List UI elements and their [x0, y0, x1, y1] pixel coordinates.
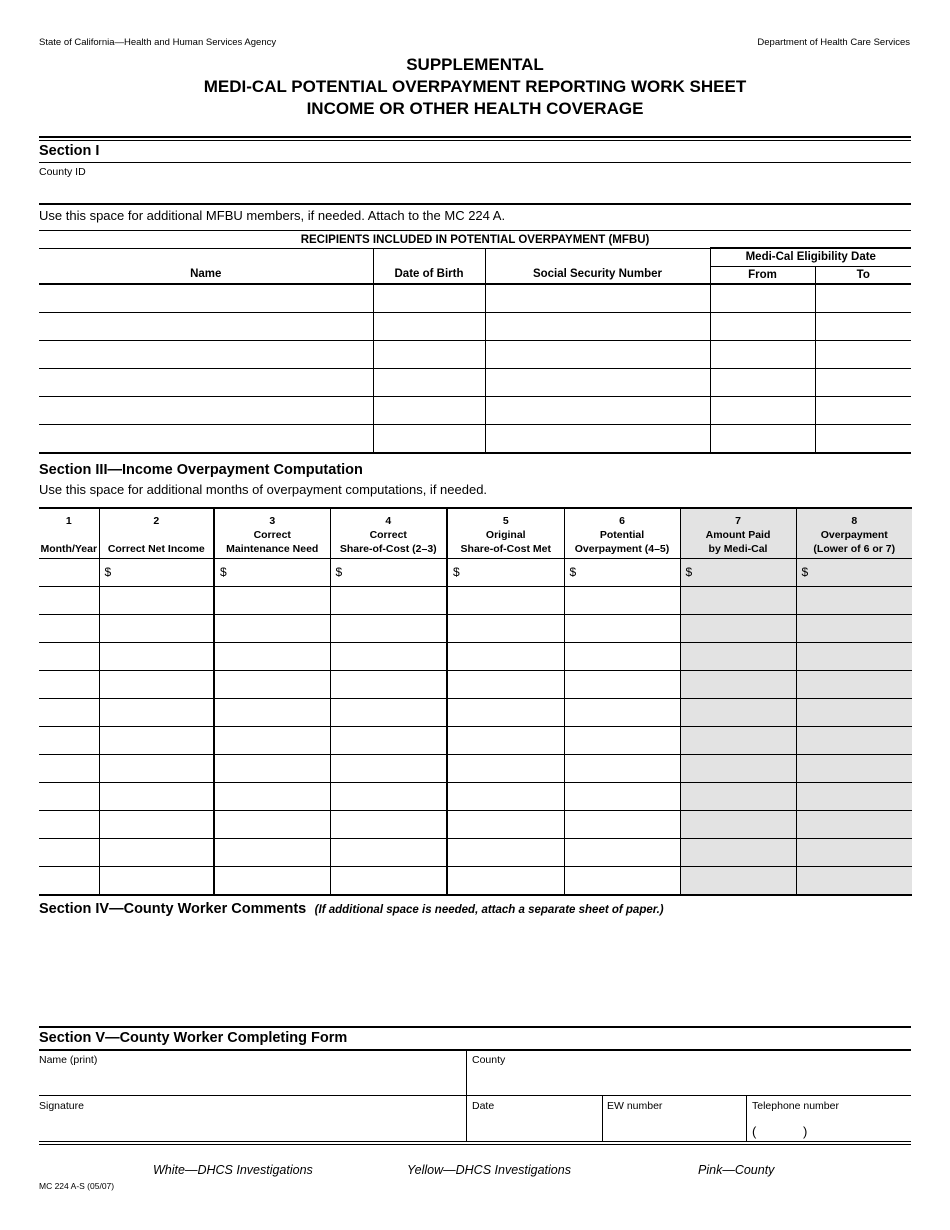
- share-of-cost-cell[interactable]: $: [330, 558, 447, 586]
- amount-paid-cell[interactable]: [680, 782, 796, 810]
- col-label-line2: by Medi-Cal: [708, 543, 768, 555]
- dob-cell[interactable]: [373, 313, 485, 341]
- income-header-row: [39, 508, 912, 558]
- copy-white: White—DHCS Investigations: [153, 1163, 313, 1177]
- area-code-close: ): [803, 1124, 808, 1139]
- original-soc-cell[interactable]: [447, 754, 564, 782]
- month-year-cell[interactable]: [39, 698, 99, 726]
- table-row: [39, 754, 912, 782]
- col-label-line1: Overpayment: [820, 529, 888, 541]
- table-row: [39, 614, 912, 642]
- from-cell[interactable]: [710, 341, 815, 369]
- col-number: 5: [502, 515, 509, 527]
- table-row: [39, 642, 912, 670]
- col-number: 2: [153, 515, 160, 527]
- county-id-label: County ID: [39, 166, 86, 178]
- net-income-cell[interactable]: [99, 782, 214, 810]
- telephone-field[interactable]: [750, 1114, 910, 1140]
- col4-header: [330, 508, 447, 558]
- copy-yellow: Yellow—DHCS Investigations: [407, 1163, 571, 1177]
- maintenance-need-cell[interactable]: [214, 838, 330, 866]
- original-soc-cell[interactable]: [447, 670, 564, 698]
- divider: [746, 1096, 747, 1142]
- overpayment-cell[interactable]: [796, 670, 912, 698]
- table-row: [39, 558, 912, 586]
- name-print-label: Name (print): [39, 1054, 98, 1066]
- table-row: [39, 284, 911, 313]
- amount-paid-cell[interactable]: [680, 698, 796, 726]
- name-cell[interactable]: [39, 284, 373, 313]
- county-field[interactable]: [470, 1068, 910, 1094]
- date-field[interactable]: [470, 1114, 600, 1140]
- maintenance-need-cell[interactable]: [214, 866, 330, 895]
- rule: [39, 1095, 911, 1096]
- amount-paid-cell[interactable]: [680, 838, 796, 866]
- col-number: 1: [65, 515, 72, 527]
- to-cell[interactable]: [815, 341, 911, 369]
- maintenance-need-cell[interactable]: [214, 782, 330, 810]
- net-income-cell[interactable]: [99, 838, 214, 866]
- share-of-cost-cell[interactable]: [330, 586, 447, 614]
- table-row: [39, 726, 912, 754]
- to-cell[interactable]: [815, 313, 911, 341]
- dob-cell[interactable]: [373, 397, 485, 425]
- telephone-label: Telephone number: [752, 1100, 839, 1112]
- maintenance-need-cell[interactable]: $: [214, 558, 330, 586]
- from-cell[interactable]: [710, 313, 815, 341]
- section3-title: Section III—Income Overpayment Computation: [39, 462, 363, 478]
- signature-field[interactable]: [39, 1114, 464, 1140]
- potential-overpayment-cell[interactable]: [564, 726, 680, 754]
- original-soc-cell[interactable]: [447, 642, 564, 670]
- ssn-cell[interactable]: [485, 369, 710, 397]
- original-soc-cell[interactable]: [447, 866, 564, 895]
- col-label-line2: Share-of-Cost Met: [460, 543, 551, 555]
- to-cell[interactable]: [815, 369, 911, 397]
- agency-right: Department of Health Care Services: [757, 37, 910, 48]
- name-cell[interactable]: [39, 313, 373, 341]
- month-year-cell[interactable]: [39, 642, 99, 670]
- col-to-header: To: [815, 266, 911, 284]
- overpayment-cell[interactable]: [796, 614, 912, 642]
- potential-overpayment-cell[interactable]: [564, 754, 680, 782]
- copy-pink: Pink—County: [698, 1163, 775, 1177]
- table-row: [39, 698, 912, 726]
- section3-instruction: Use this space for additional months of overpayment computations, if needed.: [39, 482, 488, 497]
- maintenance-need-cell[interactable]: [214, 726, 330, 754]
- form-number: MC 224 A-S (05/07): [39, 1181, 115, 1191]
- table-row: [39, 425, 911, 454]
- month-year-cell[interactable]: [39, 670, 99, 698]
- share-of-cost-cell[interactable]: [330, 838, 447, 866]
- ssn-cell[interactable]: [485, 397, 710, 425]
- rule: [39, 1141, 911, 1142]
- overpayment-cell[interactable]: [796, 642, 912, 670]
- col-name-header: Name: [39, 248, 373, 284]
- col-number: 7: [735, 515, 741, 527]
- net-income-cell[interactable]: [99, 670, 214, 698]
- county-label: County: [472, 1054, 506, 1066]
- original-soc-cell[interactable]: [447, 726, 564, 754]
- potential-overpayment-cell[interactable]: [564, 670, 680, 698]
- recipients-table: [39, 232, 911, 454]
- overpayment-cell[interactable]: [796, 810, 912, 838]
- col1-header: [39, 508, 99, 558]
- date-label: Date: [472, 1100, 495, 1112]
- name-cell[interactable]: [39, 425, 373, 454]
- to-cell[interactable]: [815, 397, 911, 425]
- net-income-cell[interactable]: [99, 866, 214, 895]
- section4-heading: [39, 900, 664, 918]
- net-income-cell[interactable]: [99, 698, 214, 726]
- amount-paid-cell[interactable]: [680, 726, 796, 754]
- dob-cell[interactable]: [373, 369, 485, 397]
- rule: [39, 230, 911, 231]
- table-row: [39, 670, 912, 698]
- potential-overpayment-cell[interactable]: [564, 838, 680, 866]
- original-soc-cell[interactable]: [447, 810, 564, 838]
- amount-paid-cell[interactable]: [680, 754, 796, 782]
- name-cell[interactable]: [39, 341, 373, 369]
- month-year-cell[interactable]: [39, 754, 99, 782]
- amount-paid-cell[interactable]: [680, 670, 796, 698]
- col6-header: [564, 508, 680, 558]
- col-label-line1: Correct: [369, 529, 407, 541]
- net-income-cell[interactable]: [99, 726, 214, 754]
- ssn-cell[interactable]: [485, 284, 710, 313]
- divider: [602, 1096, 603, 1142]
- amount-paid-cell[interactable]: [680, 642, 796, 670]
- net-income-cell[interactable]: [99, 614, 214, 642]
- maintenance-need-cell[interactable]: [214, 698, 330, 726]
- table-row: [39, 586, 912, 614]
- original-soc-cell[interactable]: [447, 586, 564, 614]
- name-cell[interactable]: [39, 369, 373, 397]
- month-year-cell[interactable]: [39, 558, 99, 586]
- comments-area[interactable]: [39, 920, 911, 1024]
- from-cell[interactable]: [710, 284, 815, 313]
- county-id-field[interactable]: [39, 180, 911, 202]
- table-row: [39, 313, 911, 341]
- net-income-cell[interactable]: [99, 642, 214, 670]
- share-of-cost-cell[interactable]: [330, 810, 447, 838]
- dob-cell[interactable]: [373, 284, 485, 313]
- maintenance-need-cell[interactable]: [214, 670, 330, 698]
- col8-header: [796, 508, 912, 558]
- section1-title: Section I: [39, 143, 100, 159]
- table-row: [39, 341, 911, 369]
- overpayment-cell[interactable]: [796, 698, 912, 726]
- col-label-line1: Original: [485, 529, 526, 541]
- share-of-cost-cell[interactable]: [330, 670, 447, 698]
- share-of-cost-cell[interactable]: [330, 614, 447, 642]
- col-eligibility-header: Medi-Cal Eligibility Date: [710, 248, 911, 266]
- original-soc-cell[interactable]: [447, 614, 564, 642]
- original-soc-cell[interactable]: [447, 782, 564, 810]
- potential-overpayment-cell[interactable]: [564, 810, 680, 838]
- col2-header: [99, 508, 214, 558]
- from-cell[interactable]: [710, 369, 815, 397]
- month-year-cell[interactable]: [39, 586, 99, 614]
- col-label-line1: Potential: [599, 529, 645, 541]
- overpayment-cell[interactable]: [796, 754, 912, 782]
- share-of-cost-cell[interactable]: [330, 642, 447, 670]
- amount-paid-cell[interactable]: [680, 586, 796, 614]
- maintenance-need-cell[interactable]: [214, 586, 330, 614]
- ew-number-label: EW number: [607, 1100, 663, 1112]
- area-code-open: (: [752, 1124, 757, 1139]
- potential-overpayment-cell[interactable]: [564, 782, 680, 810]
- month-year-cell[interactable]: [39, 782, 99, 810]
- form-title-line2: MEDI-CAL POTENTIAL OVERPAYMENT REPORTING WORK SHEET: [203, 77, 747, 96]
- section4-note: (If additional space is needed, attach a separate sheet of paper.): [314, 904, 664, 916]
- name-print-field[interactable]: [39, 1068, 464, 1094]
- potential-overpayment-cell[interactable]: [564, 586, 680, 614]
- net-income-cell[interactable]: [99, 586, 214, 614]
- overpayment-cell[interactable]: [796, 866, 912, 895]
- share-of-cost-cell[interactable]: [330, 782, 447, 810]
- net-income-cell[interactable]: $: [99, 558, 214, 586]
- overpayment-cell[interactable]: [796, 782, 912, 810]
- dob-cell[interactable]: [373, 341, 485, 369]
- col-dob-header: Date of Birth: [373, 248, 485, 284]
- mfbu-instruction: Use this space for additional MFBU members, if needed. Attach to the MC 224 A.: [39, 208, 506, 223]
- form-title-line1: SUPPLEMENTAL: [406, 55, 544, 74]
- table-row: [39, 369, 911, 397]
- table-row: [39, 866, 912, 895]
- net-income-cell[interactable]: [99, 754, 214, 782]
- month-year-cell[interactable]: [39, 838, 99, 866]
- col-label-line2: Share-of-Cost (2–3): [339, 543, 437, 555]
- maintenance-need-cell[interactable]: [214, 642, 330, 670]
- rule: [39, 1026, 911, 1028]
- col-number: 3: [269, 515, 276, 527]
- recipients-table-title: RECIPIENTS INCLUDED IN POTENTIAL OVERPAYMENT (MFBU): [39, 232, 911, 248]
- col-label-line1: Amount Paid: [705, 529, 771, 541]
- ssn-cell[interactable]: [485, 313, 710, 341]
- rule: [39, 1144, 911, 1145]
- form-title-line3: INCOME OR OTHER HEALTH COVERAGE: [306, 99, 644, 118]
- table-row: [39, 782, 912, 810]
- share-of-cost-cell[interactable]: [330, 866, 447, 895]
- original-soc-cell[interactable]: $: [447, 558, 564, 586]
- from-cell[interactable]: [710, 397, 815, 425]
- double-rule-top: [39, 136, 911, 138]
- potential-overpayment-cell[interactable]: [564, 642, 680, 670]
- col5-header: [447, 508, 564, 558]
- amount-paid-cell[interactable]: [680, 866, 796, 895]
- col-label-line1: Correct: [253, 529, 291, 541]
- maintenance-need-cell[interactable]: [214, 754, 330, 782]
- col-label-line2: Overpayment (4–5): [574, 543, 670, 555]
- potential-overpayment-cell[interactable]: [564, 698, 680, 726]
- col-label-line2: Month/Year: [40, 543, 98, 555]
- month-year-cell[interactable]: [39, 866, 99, 895]
- overpayment-cell[interactable]: [796, 838, 912, 866]
- overpayment-cell[interactable]: $: [796, 558, 912, 586]
- col7-header: [680, 508, 796, 558]
- net-income-cell[interactable]: [99, 810, 214, 838]
- share-of-cost-cell[interactable]: [330, 698, 447, 726]
- col3-header: [214, 508, 330, 558]
- double-rule-bottom: [39, 140, 911, 141]
- col-number: 4: [385, 515, 392, 527]
- col-ssn-header: Social Security Number: [485, 248, 710, 284]
- dob-cell[interactable]: [373, 425, 485, 454]
- section5-title: Section V—County Worker Completing Form: [39, 1030, 348, 1046]
- share-of-cost-cell[interactable]: [330, 726, 447, 754]
- rule: [39, 162, 911, 163]
- overpayment-cell[interactable]: [796, 726, 912, 754]
- from-cell[interactable]: [710, 425, 815, 454]
- col-number: 8: [851, 515, 858, 527]
- col-label-line1: [39, 528, 99, 542]
- ssn-cell[interactable]: [485, 425, 710, 454]
- col-label-line2: Correct Net Income: [107, 543, 205, 555]
- col-label-line2: (Lower of 6 or 7): [813, 543, 896, 555]
- potential-overpayment-cell[interactable]: [564, 614, 680, 642]
- section4-title: Section IV—County Worker Comments: [39, 901, 307, 917]
- col-number: 6: [619, 515, 625, 527]
- potential-overpayment-cell[interactable]: [564, 866, 680, 895]
- ssn-cell[interactable]: [485, 341, 710, 369]
- month-year-cell[interactable]: [39, 810, 99, 838]
- to-cell[interactable]: [815, 284, 911, 313]
- income-table: [39, 507, 912, 896]
- table-row: [39, 397, 911, 425]
- signature-label: Signature: [39, 1100, 84, 1112]
- amount-paid-cell[interactable]: $: [680, 558, 796, 586]
- original-soc-cell[interactable]: [447, 698, 564, 726]
- month-year-cell[interactable]: [39, 614, 99, 642]
- amount-paid-cell[interactable]: [680, 810, 796, 838]
- maintenance-need-cell[interactable]: [214, 614, 330, 642]
- col-from-header: From: [710, 266, 815, 284]
- maintenance-need-cell[interactable]: [214, 810, 330, 838]
- share-of-cost-cell[interactable]: [330, 754, 447, 782]
- original-soc-cell[interactable]: [447, 838, 564, 866]
- potential-overpayment-cell[interactable]: $: [564, 558, 680, 586]
- month-year-cell[interactable]: [39, 726, 99, 754]
- amount-paid-cell[interactable]: [680, 614, 796, 642]
- rule: [39, 203, 911, 205]
- to-cell[interactable]: [815, 425, 911, 454]
- col-label-line2: Maintenance Need: [226, 543, 319, 555]
- table-row: [39, 838, 912, 866]
- rule: [39, 1049, 911, 1051]
- table-row: [39, 810, 912, 838]
- agency-left: State of California—Health and Human Services Agency: [39, 37, 277, 48]
- ew-number-field[interactable]: [606, 1114, 744, 1140]
- divider: [466, 1051, 467, 1142]
- col-label-line1: [100, 528, 214, 542]
- overpayment-cell[interactable]: [796, 586, 912, 614]
- name-cell[interactable]: [39, 397, 373, 425]
